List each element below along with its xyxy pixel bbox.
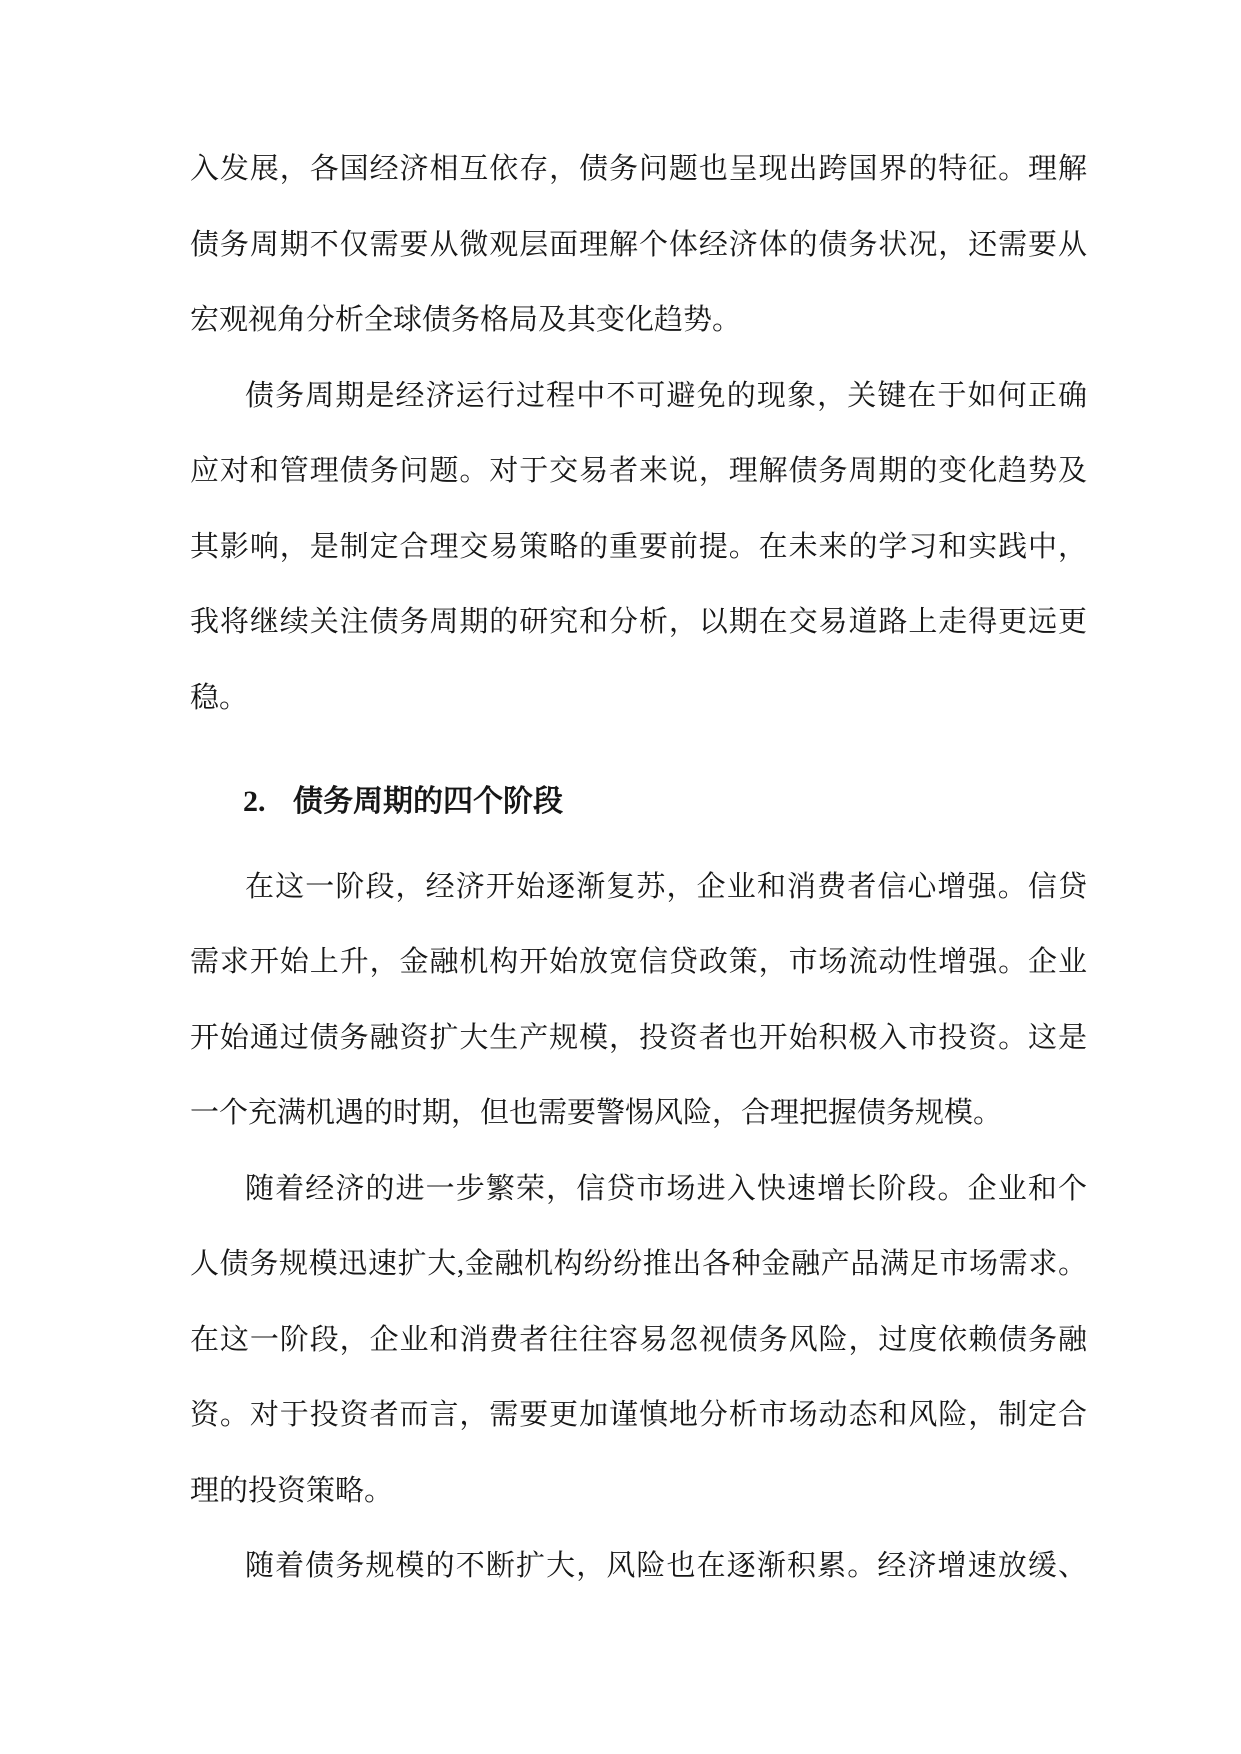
text-line: 一个充满机遇的时期，但也需要警惕风险，合理把握债务规模。 (190, 1097, 1003, 1129)
text-line: 稳。 (190, 681, 249, 714)
paragraph-growth-stage (190, 1152, 1087, 1530)
text-line: 开始通过债务融资扩大生产规模，投资者也开始积极入市投资。这是 (190, 1021, 1087, 1054)
text-line: 需求开始上升，金融机构开始放宽信贷政策，市场流动性增强。企业 (190, 946, 1087, 978)
text-line: 应对和管理债务问题。对于交易者来说，理解债务周期的变化趋势及 (190, 455, 1087, 487)
text-line: 其影响，是制定合理交易策略的重要前提。在未来的学习和实践中， (190, 530, 1087, 563)
text-line: 宏观视角分析全球债务格局及其变化趋势。 (190, 304, 742, 336)
text-line: 资。对于投资者而言，需要更加谨慎地分析市场动态和风险，制定合 (190, 1399, 1087, 1431)
text-line: 在这一阶段，企业和消费者往往容易忽视债务风险，过度依赖债务融 (190, 1323, 1087, 1356)
text-column (190, 132, 1087, 1605)
text-line: 在这一阶段，经济开始逐渐复苏，企业和消费者信心增强。信贷 (245, 870, 1087, 903)
text-line: 债务周期是经济运行过程中不可避免的现象，关键在于如何正确 (245, 379, 1087, 412)
paragraph-global-debt (190, 132, 1087, 359)
heading-title: 债务周期的四个阶段 (293, 785, 563, 818)
text-line: 入发展，各国经济相互依存，债务问题也呈现出跨国界的特征。理解 (190, 153, 1087, 185)
text-line: 债务周期不仅需要从微观层面理解个体经济体的债务状况，还需要从 (190, 228, 1087, 261)
text-line: 随着债务规模的不断扩大，风险也在逐渐积累。经济增速放缓、 (245, 1550, 1087, 1582)
text-line: 人债务规模迅速扩大,金融机构纷纷推出各种金融产品满足市场需求。 (190, 1248, 1087, 1280)
section-heading (190, 764, 1087, 840)
paragraph-recovery-stage (190, 850, 1087, 1152)
text-line: 随着经济的进一步繁荣，信贷市场进入快速增长阶段。企业和个 (245, 1172, 1087, 1205)
paragraph-debt-cycle-summary (190, 359, 1087, 737)
text-line: 理的投资策略。 (190, 1474, 394, 1507)
paragraph-risk-accumulation (190, 1529, 1087, 1605)
heading-number: 2. (243, 785, 266, 818)
text-line: 我将继续关注债务周期的研究和分析，以期在交易道路上走得更远更 (190, 606, 1087, 638)
